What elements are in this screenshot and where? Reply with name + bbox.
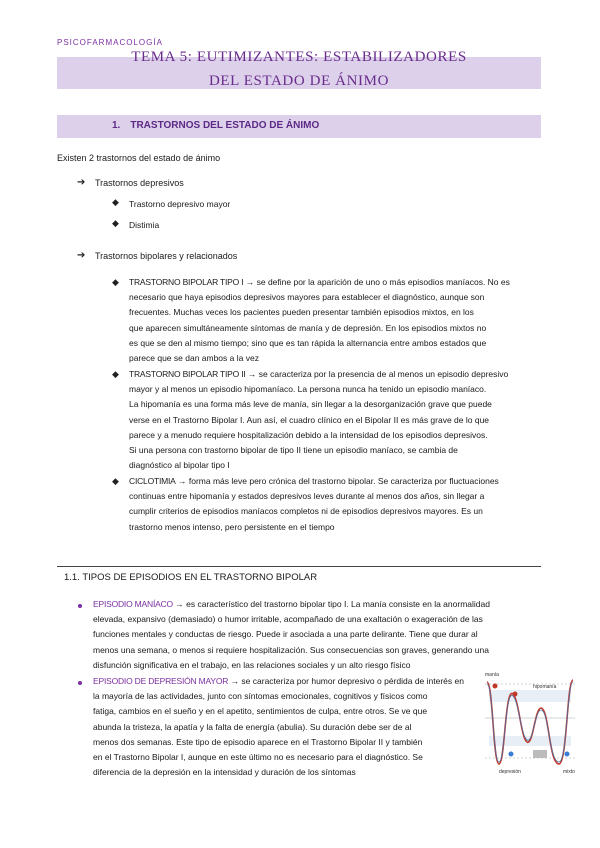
marker-mixed — [565, 752, 570, 757]
subsection-title: 1.1. TIPOS DE EPISODIOS EN EL TRASTORNO BIPOLAR — [64, 572, 318, 583]
marker-mania — [493, 684, 498, 689]
intro-text: Existen 2 trastornos del estado de ánimo — [57, 153, 221, 163]
diamond-bullet-icon: ◆ — [112, 197, 119, 207]
mood-cycle-figure — [481, 668, 579, 776]
figure-band — [489, 690, 571, 702]
arrow-bullet-icon: ➔ — [77, 177, 86, 188]
title-line-1: TEMA 5: EUTIMIZANTES: ESTABILIZADORES — [131, 49, 467, 65]
purple-bullet-icon — [78, 681, 82, 685]
title-line-2: DEL ESTADO DE ÁNIMO — [208, 73, 390, 89]
label-bottom-left: depresión — [499, 769, 521, 775]
bipolar-item-1: TRASTORNO BIPOLAR TIPO I → se define por la aparición de uno o más episodios maníacos. No es necesario que haya episodios depresivos mayores para establecer el diagnóstico, aunque son frecuentes. Muchas veces los pacientes pueden presentar también episodios mixtos, en los que aparecen simultáneamente síntomas de manía y de depresión. En los episodios mixtos no es que se den al mismo tiempo; sino que es tan rápida la alternancia entre ambos estados que parece que se dan ambos a la vez — [129, 277, 510, 364]
group-label: Trastornos bipolares y relacionados — [95, 251, 238, 261]
section-title: TRASTORNOS DEL ESTADO DE ÁNIMO — [130, 120, 320, 131]
running-header: PSICOFARMACOLOGÍA — [57, 38, 163, 47]
bipolar-item-3: CICLOTIMIA → forma más leve pero crónica del trastorno bipolar. Se caracteriza por fluctuaciones continuas entre hipomanía y estados depresivos leves durante al menos dos años, sin llegar a cumplir criterios de episodios maníacos completos ni de episodios depresivos mayores. Es un trastorno menos intenso, pero persistente en el tiempo — [129, 476, 499, 532]
diamond-bullet-icon: ◆ — [112, 476, 119, 486]
group-item: Distimia — [129, 220, 160, 230]
arrow-bullet-icon: ➔ — [77, 250, 86, 261]
label-bottom-right: mixto — [563, 769, 575, 775]
diamond-bullet-icon: ◆ — [112, 277, 119, 287]
page-title — [57, 46, 541, 92]
diamond-bullet-icon: ◆ — [112, 218, 119, 228]
group-item: Trastorno depresivo mayor — [129, 199, 231, 209]
term: TRASTORNO BIPOLAR TIPO II — [129, 369, 246, 379]
marker-hypomania — [513, 692, 518, 697]
term: EPISODIO MANÍACO — [93, 599, 173, 609]
episode-depression: EPISODIO DE DEPRESIÓN MAYOR → se caracteriza por humor depresivo o pérdida de interés en la mayoría de las actividades, junto con síntomas emocionales, cognitivos y físicos como fatiga, cambios en el sueño y en el apetito, sentimientos de culpa, entre otros. Se ve que abunda la tristeza, la apatía y la falta de energía (abulia). Su duración debe ser de al menos dos semanas. Este tipo de episodio aparece en el Trastorno Bipolar II y también en el Trastorno Bipolar I, aunque en este último no es necesario para el diagnóstico. Se diferencia de la depresión en la intensidad y duración de los síntomas — [93, 676, 464, 778]
figure-box — [533, 750, 547, 758]
diamond-bullet-icon: ◆ — [112, 369, 119, 379]
bipolar-item-2: TRASTORNO BIPOLAR TIPO II → se caracteriza por la presencia de al menos un episodio depresivo mayor y al menos un episodio hipomaníaco. La persona nunca ha tenido un episodio maníaco. La hipomanía es una forma más leve de manía, sin llegar a la desorganización grave que puede verse en el Trastorno Bipolar I. Aun así, el cuadro clínico en el Bipolar II es más grave de lo que parece y a menudo requiere hospitalización debido a la intensidad de los episodios depresivos. Si una persona con trastorno bipolar de tipo II tiene un episodio maníaco, se cambia de diagnóstico al bipolar tipo I — [129, 369, 509, 471]
subsection-rule — [57, 566, 541, 567]
term: EPISODIO DE DEPRESIÓN MAYOR — [93, 676, 229, 686]
term: TRASTORNO BIPOLAR TIPO I — [129, 277, 244, 287]
purple-bullet-icon — [78, 604, 82, 608]
episode-manic: EPISODIO MANÍACO → es característico del trastorno bipolar tipo I. La manía consiste en la anormalidad elevada, expansivo (demasiado) o humor irritable, acompañado de una exaltación o exageración de las funciones mentales y conductas de riesgo. Puede ir asociada a una parte delirante. Tiene que durar al menos una semana, o menos si requiere hospitalización. Sus consecuencias son graves, generando una disfunción significativa en el trabajo, en las relaciones sociales y un alto riesgo físico — [93, 599, 490, 670]
section-heading — [112, 120, 319, 131]
group-label: Trastornos depresivos — [95, 178, 184, 188]
term: CICLOTIMIA — [129, 476, 176, 486]
section-number: 1. — [112, 120, 121, 131]
label-top-left: manía — [485, 672, 499, 678]
marker-depression — [509, 752, 514, 757]
label-top-mid: hipomanía — [533, 684, 557, 690]
